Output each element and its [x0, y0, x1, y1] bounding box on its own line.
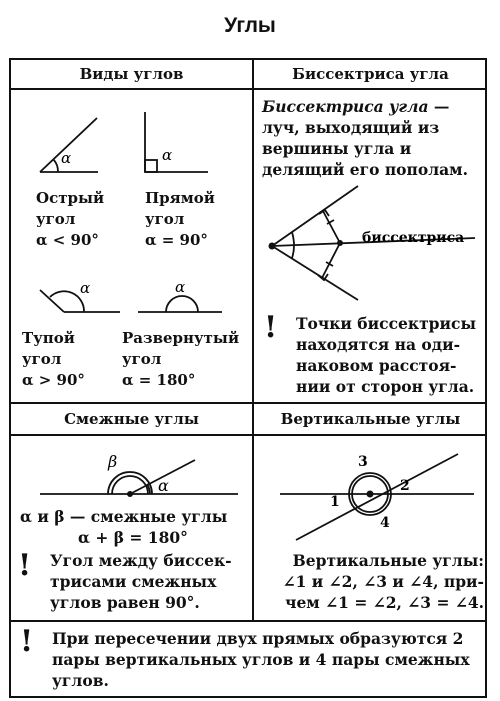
right-name: Прямой	[145, 189, 215, 207]
bisector-note-line: наковом расстоя-	[296, 356, 457, 375]
bisector-note	[296, 313, 476, 397]
bisector-def-line: делящий его пополам.	[262, 160, 469, 179]
bisector-dash: —	[428, 97, 450, 116]
vertical-vertex-dot	[367, 491, 374, 498]
bisector-definition	[262, 96, 468, 180]
adjacent-beta-label: β	[108, 452, 118, 471]
page-title: Углы	[224, 14, 276, 37]
bisector-point-dot	[337, 240, 343, 246]
adjacent-note-line: трисами смежных	[50, 572, 217, 591]
acute-name: Острый	[36, 189, 105, 207]
acute-angle-label: α	[61, 149, 72, 167]
vertical-label-3: 3	[358, 454, 368, 470]
adjacent-alpha-label: α	[158, 476, 169, 495]
acute-caption	[36, 188, 104, 251]
vertical-line: ∠1 и ∠2, ∠3 и ∠4, при-	[282, 572, 484, 591]
header-types: Виды углов	[79, 65, 184, 83]
vertical-label-2: 2	[400, 478, 410, 494]
vertical-line: Вертикальные углы:	[292, 551, 484, 570]
vertical-text	[262, 550, 484, 613]
footer-note	[52, 628, 470, 691]
footer-line: пары вертикальных углов и 4 пары смежных	[52, 650, 470, 669]
bisector-ray-label: биссектриса	[362, 230, 465, 246]
obtuse-angle-label: α	[80, 279, 91, 297]
adjacent-formula: α + β = 180°	[78, 528, 188, 547]
vertical-label-1: 1	[330, 494, 340, 510]
adjacent-note	[50, 550, 232, 613]
vertical-label-4: 4	[380, 515, 390, 531]
straight-name-2: угол	[122, 350, 162, 368]
vertical-angles-diagram	[280, 454, 474, 540]
bisector-note-mark: !	[264, 310, 278, 345]
straight-name: Развернутый	[122, 329, 240, 347]
right-angle-label: α	[162, 146, 173, 164]
obtuse-formula: α > 90°	[22, 371, 85, 389]
obtuse-name: Тупой	[22, 329, 75, 347]
right-formula: α = 90°	[145, 231, 208, 249]
header-adjacent: Смежные углы	[64, 410, 199, 428]
vertical-line: чем ∠1 = ∠2, ∠3 = ∠4.	[285, 593, 484, 612]
straight-angle-diagram	[138, 296, 222, 312]
footer-note-mark: !	[20, 624, 34, 659]
adjacent-vertex-dot	[127, 491, 133, 497]
bisector-note-line: находятся на оди-	[296, 335, 461, 354]
footer-line: углов.	[52, 671, 109, 690]
straight-caption	[122, 328, 239, 391]
adjacent-note-line: Угол между биссек-	[50, 551, 232, 570]
bisector-note-line: Точки биссектрисы	[296, 314, 476, 333]
acute-name-2: угол	[36, 210, 76, 228]
header-vertical: Вертикальные углы	[280, 410, 461, 428]
obtuse-name-2: угол	[22, 350, 62, 368]
header-bisector: Биссектриса угла	[292, 65, 449, 83]
footer-line: При пересечении двух прямых образуются 2	[52, 629, 464, 648]
adjacent-note-line: углов равен 90°.	[50, 593, 200, 612]
bisector-def-line: луч, выходящий из	[262, 118, 440, 137]
right-caption	[145, 188, 215, 251]
adjacent-definition: α и β — смежные углы	[20, 507, 228, 526]
adjacent-angles-diagram	[40, 460, 238, 494]
adjacent-text	[20, 506, 250, 548]
bisector-vertex-dot	[269, 243, 276, 250]
adjacent-note-mark: !	[18, 548, 32, 583]
right-angle-diagram	[145, 112, 208, 172]
bisector-note-line: нии от сторон угла.	[296, 377, 475, 396]
straight-angle-label: α	[175, 278, 186, 296]
bisector-def-line: вершины угла и	[262, 139, 412, 158]
right-name-2: угол	[145, 210, 185, 228]
obtuse-caption	[22, 328, 85, 391]
straight-formula: α = 180°	[122, 371, 196, 389]
acute-formula: α < 90°	[36, 231, 99, 249]
bisector-term: Биссектриса угла	[262, 97, 429, 116]
